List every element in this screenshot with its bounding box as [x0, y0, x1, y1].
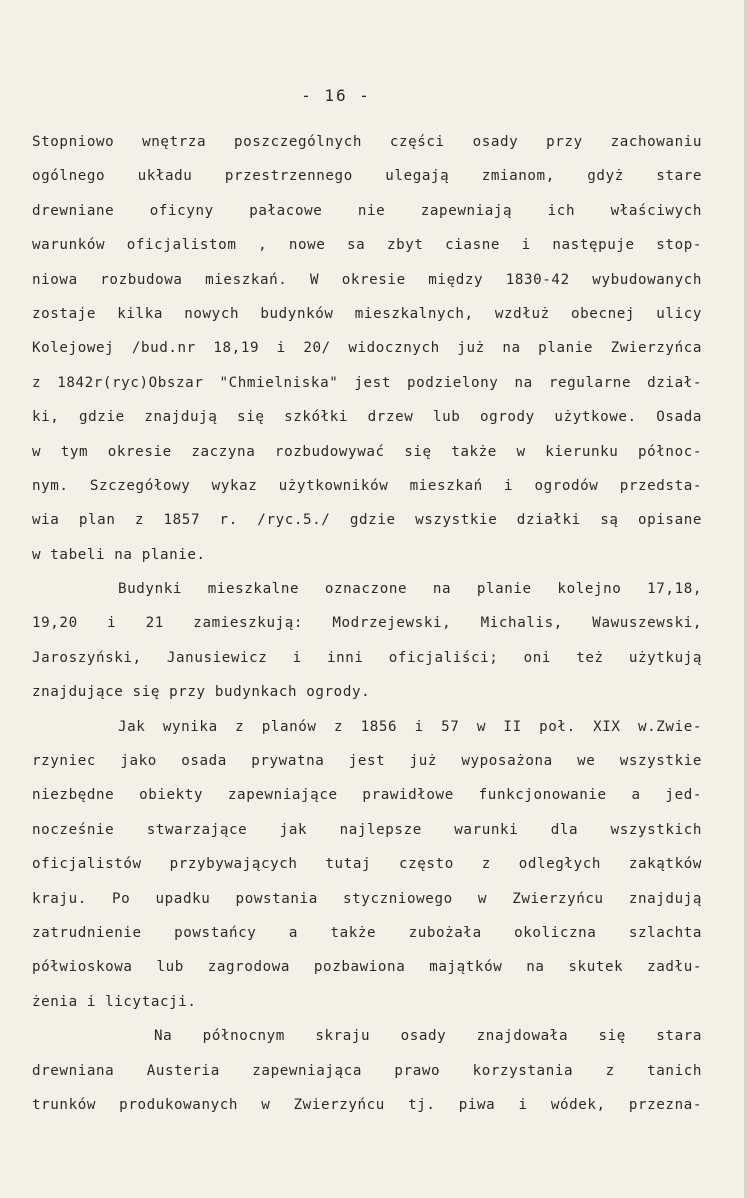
text-line: kraju. Po upadku powstania styczniowego w Zwierzyńcu znajdują — [32, 890, 702, 907]
text-line: zostaje kilka nowych budynków mieszkalnych, wzdłuż obecnej ulicy — [32, 305, 702, 322]
page-edge — [744, 0, 748, 1198]
text-line: warunków oficjalistom , nowe sa zbyt ciasne i następuje stop- — [32, 237, 702, 254]
text-line: Budynki mieszkalne oznaczone na planie kolejno 17,18, — [118, 581, 702, 598]
text-line: niowa rozbudowa mieszkań. W okresie między 1830-42 wybudowanych — [32, 271, 702, 288]
text-line: nym. Szczegółowy wykaz użytkowników mieszkań i ogrodów przedsta- — [32, 477, 702, 494]
body-text — [32, 132, 702, 1129]
text-line: w tabeli na planie. — [32, 546, 206, 563]
text-line: Jak wynika z planów z 1856 i 57 w II poł. XIX w.Zwie- — [118, 718, 702, 735]
text-line: z 1842r(ryc)Obszar "Chmielniska" jest podzielony na regularne dział- — [32, 374, 702, 391]
text-line: nocześnie stwarzające jak najlepsze warunki dla wszystkich — [32, 821, 702, 838]
page-number: - 16 - — [301, 86, 371, 105]
text-line: ogólnego układu przestrzennego ulegają zmianom, gdyż stare — [32, 168, 702, 185]
text-line: półwioskowa lub zagrodowa pozbawiona majątków na skutek zadłu- — [32, 959, 702, 976]
text-line: drewniana Austeria zapewniająca prawo korzystania z tanich — [32, 1062, 702, 1079]
text-line: 19,20 i 21 zamieszkują: Modrzejewski, Michalis, Wawuszewski, — [32, 615, 702, 632]
text-line: zatrudnienie powstańcy a także zubożała okoliczna szlachta — [32, 924, 702, 941]
text-line: drewniane oficyny pałacowe nie zapewniają ich właściwych — [32, 202, 702, 219]
text-line: niezbędne obiekty zapewniające prawidłowe funkcjonowanie a jed- — [32, 787, 702, 804]
text-line: Jaroszyński, Janusiewicz i inni oficjaliści; oni też użytkują — [32, 649, 702, 666]
text-line: Na północnym skraju osady znajdowała się stara — [154, 1028, 702, 1045]
text-line: żenia i licytacji. — [32, 993, 197, 1010]
text-line: oficjalistów przybywających tutaj często z odległych zakątków — [32, 856, 702, 873]
text-line: Kolejowej /bud.nr 18,19 i 20/ widocznych już na planie Zwierzyńca — [32, 340, 702, 357]
text-line: trunków produkowanych w Zwierzyńcu tj. piwa i wódek, przezna- — [32, 1096, 702, 1113]
text-line: Stopniowo wnętrza poszczególnych części osady przy zachowaniu — [32, 134, 702, 150]
text-line: wia plan z 1857 r. /ryc.5./ gdzie wszystkie działki są opisane — [32, 512, 702, 529]
text-line: rzyniec jako osada prywatna jest już wyposażona we wszystkie — [32, 753, 702, 770]
text-line: znajdujące się przy budynkach ogrody. — [32, 684, 371, 701]
text-line: ki, gdzie znajdują się szkółki drzew lub ogrody użytkowe. Osada — [32, 409, 702, 426]
text-line: w tym okresie zaczyna rozbudowywać się także w kierunku północ- — [32, 443, 702, 460]
